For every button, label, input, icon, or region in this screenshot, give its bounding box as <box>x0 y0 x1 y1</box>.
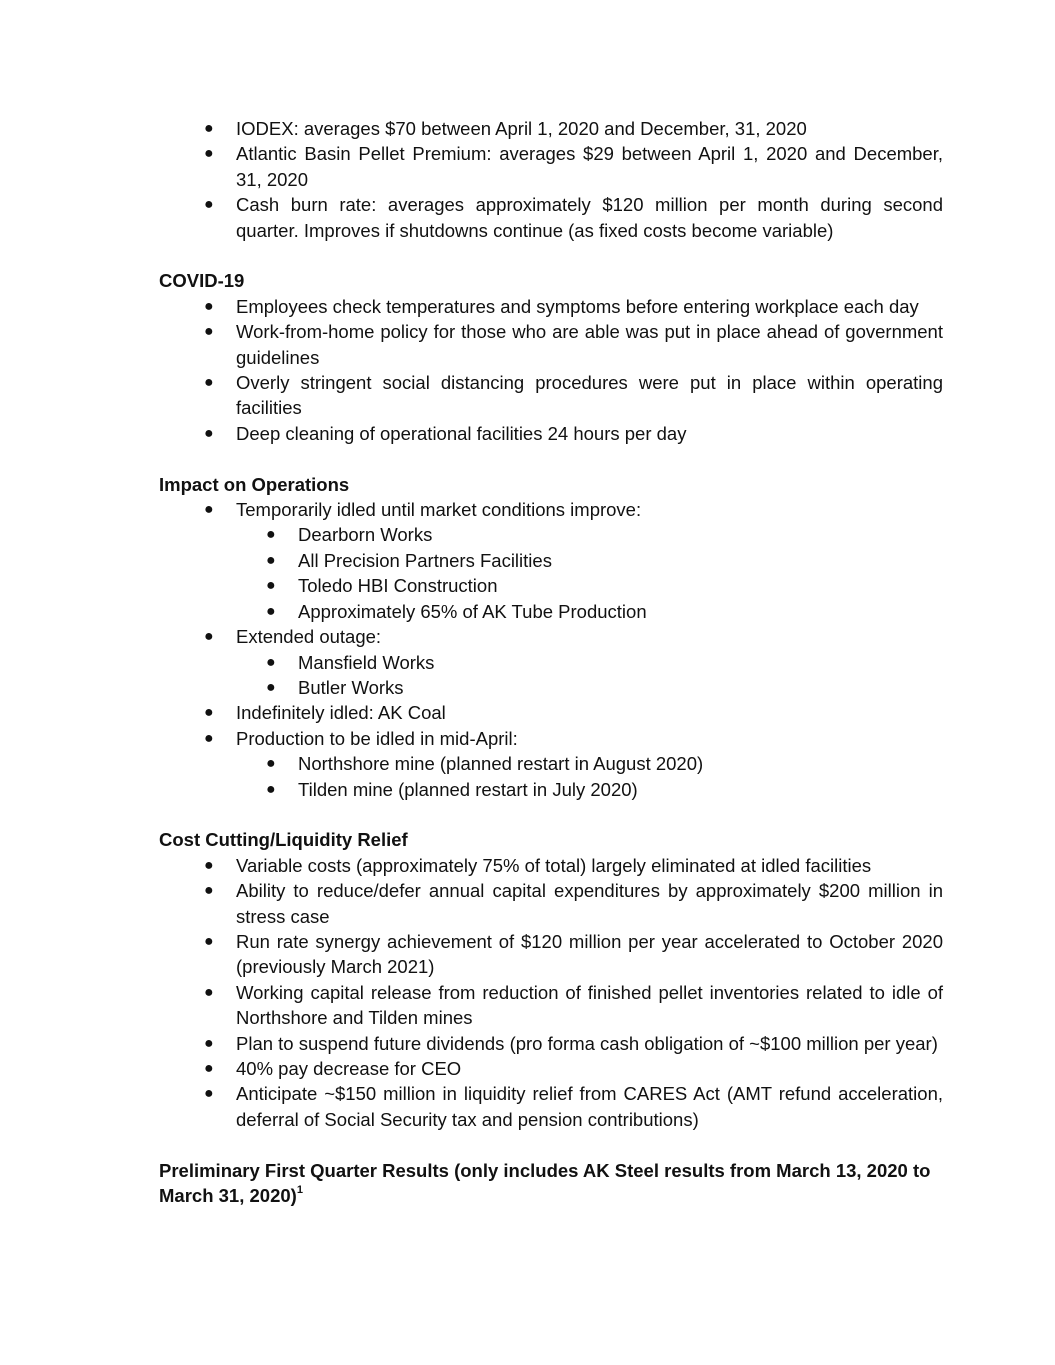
results-heading-text: Preliminary First Quarter Results (only includes AK Steel results from March 13, 2020 to March 31, 2020) <box>159 1159 931 1206</box>
list-item-text: Ability to reduce/defer annual capital expenditures by approximately $200 million in stress case <box>236 880 943 927</box>
bullet-icon: ● <box>204 120 214 137</box>
list-item-text: Northshore mine (planned restart in August 2020) <box>298 753 704 775</box>
sub-list-item <box>159 599 943 624</box>
list-item <box>159 624 943 649</box>
sub-list-item <box>159 751 943 776</box>
bullet-icon: ● <box>204 729 214 747</box>
bullet-icon: ● <box>204 1034 214 1052</box>
list-item-text: Overly stringent social distancing procedures were put in place within operating facilities <box>236 372 943 419</box>
section-heading-covid: COVID-19 <box>159 270 245 292</box>
list-item <box>159 1056 943 1081</box>
list-item <box>159 853 943 878</box>
section-heading-results <box>159 1158 943 1209</box>
list-item-text: Deep cleaning of operational facilities 24 hours per day <box>236 422 687 444</box>
bullet-icon: ● <box>266 678 276 696</box>
covid-bullet-list <box>159 294 943 446</box>
sub-list-item <box>159 522 943 547</box>
bullet-icon: ● <box>204 297 214 315</box>
list-item-text: Plan to suspend future dividends (pro forma cash obligation of ~$100 million per year) <box>236 1032 938 1054</box>
bullet-icon: ● <box>266 755 276 773</box>
list-item <box>159 726 943 751</box>
list-item <box>159 878 943 929</box>
list-item <box>159 497 943 522</box>
list-item-text: Indefinitely idled: AK Coal <box>236 702 446 724</box>
list-item <box>159 700 943 725</box>
bullet-icon: ● <box>266 526 276 544</box>
list-item <box>159 421 943 446</box>
list-item <box>159 370 943 421</box>
bullet-icon: ● <box>204 704 214 722</box>
list-item-text: Atlantic Basin Pellet Premium: averages $29 between April 1, 2020 and December, 31, 2020 <box>236 143 943 190</box>
list-item-text: Cash burn rate: averages approximately $120 million per month during second quarter. Improves if shutdowns continue (as fixed costs become variable) <box>236 194 943 241</box>
list-item-text: Extended outage: <box>236 626 382 648</box>
list-item-text: Mansfield Works <box>298 651 435 673</box>
cost-bullet-list <box>159 853 943 1132</box>
top-bullet-list <box>159 116 943 243</box>
sub-list-item <box>159 777 943 802</box>
list-item-text: Employees check temperatures and symptoms before entering workplace each day <box>236 295 919 317</box>
list-item-text: 40% pay decrease for CEO <box>236 1057 462 1079</box>
bullet-icon: ● <box>204 932 214 950</box>
bullet-icon: ● <box>204 424 214 442</box>
list-item <box>159 929 943 980</box>
bullet-icon: ● <box>266 551 276 569</box>
bullet-icon: ● <box>204 882 214 900</box>
list-item <box>159 294 943 319</box>
sub-list-item <box>159 573 943 598</box>
section-heading-cost: Cost Cutting/Liquidity Relief <box>159 829 408 851</box>
bullet-icon: ● <box>204 983 214 1001</box>
document-page <box>159 116 943 1208</box>
bullet-icon: ● <box>204 196 214 214</box>
list-item-text: Temporarily idled until market conditions improve: <box>236 499 642 521</box>
list-item <box>159 980 943 1031</box>
list-item-text: Production to be idled in mid-April: <box>236 727 518 749</box>
list-item-text: Butler Works <box>298 676 404 698</box>
bullet-icon: ● <box>204 374 214 392</box>
list-item <box>159 319 943 370</box>
list-item-text: Dearborn Works <box>298 524 433 546</box>
bullet-icon: ● <box>204 1059 214 1077</box>
list-item-text: Working capital release from reduction of finished pellet inventories related to idle of Northshore and Tilden mines <box>236 981 943 1029</box>
list-item-text: Approximately 65% of AK Tube Production <box>298 600 647 622</box>
footnote-mark: 1 <box>296 1183 303 1196</box>
list-item-text: Run rate synergy achievement of $120 million per year accelerated to October 2020 (previously March 2021) <box>236 930 943 978</box>
bullet-icon: ● <box>204 856 214 874</box>
list-item-text: Anticipate ~$150 million in liquidity relief from CARES Act (AMT refund acceleration, deferral of Social Security tax and pension contributions) <box>236 1083 943 1130</box>
list-item <box>159 1081 943 1132</box>
bullet-icon: ● <box>266 653 276 671</box>
operations-bullet-list <box>159 497 943 802</box>
bullet-icon: ● <box>204 145 214 163</box>
bullet-icon: ● <box>266 602 276 620</box>
list-item-text: IODEX: averages $70 between April 1, 2020 and December, 31, 2020 <box>236 118 807 139</box>
sub-list-item <box>159 650 943 675</box>
bullet-icon: ● <box>204 323 214 341</box>
bullet-icon: ● <box>204 628 214 646</box>
section-heading-operations: Impact on Operations <box>159 473 350 495</box>
list-item-text: Work-from-home policy for those who are able was put in place ahead of government guidelines <box>236 321 943 368</box>
sub-list-item <box>159 548 943 573</box>
list-item-text: All Precision Partners Facilities <box>298 549 552 571</box>
list-item-text: Variable costs (approximately 75% of total) largely eliminated at idled facilities <box>236 854 872 876</box>
list-item <box>159 1031 943 1056</box>
bullet-icon: ● <box>204 501 214 519</box>
sub-list-item <box>159 675 943 700</box>
bullet-icon: ● <box>266 577 276 595</box>
list-item-text: Toledo HBI Construction <box>298 575 498 597</box>
list-item-text: Tilden mine (planned restart in July 2020) <box>298 778 638 800</box>
bullet-icon: ● <box>266 780 276 798</box>
list-item <box>159 192 943 243</box>
list-item <box>159 141 943 192</box>
bullet-icon: ● <box>204 1085 214 1103</box>
list-item <box>159 116 943 141</box>
